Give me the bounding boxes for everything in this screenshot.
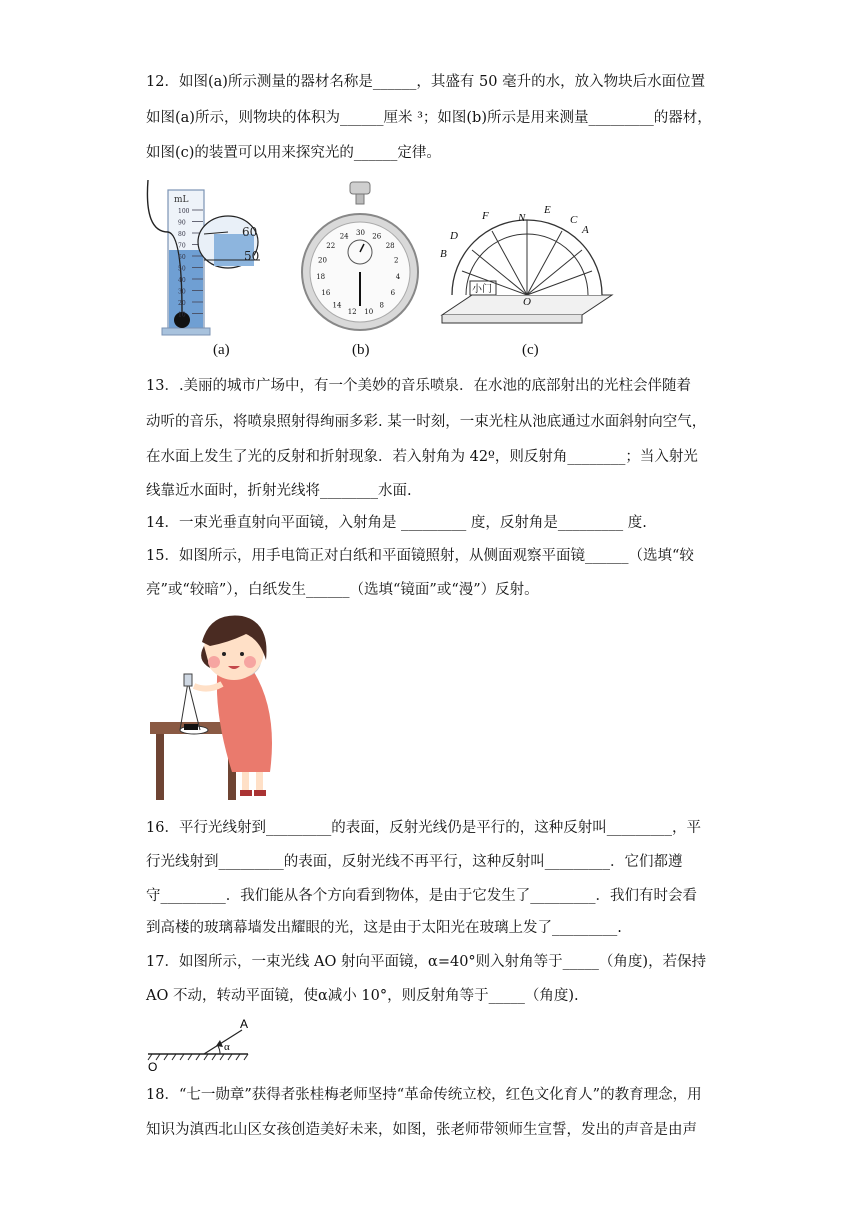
alpha-label: α bbox=[224, 1041, 230, 1053]
stopwatch-number: 24 bbox=[339, 232, 349, 241]
stopwatch-number: 30 bbox=[356, 229, 365, 237]
fig-label-b: (b) bbox=[352, 342, 370, 358]
cylinder-tick-label: 60 bbox=[178, 254, 186, 261]
stopwatch-number: 28 bbox=[385, 242, 395, 251]
stopwatch-number: 18 bbox=[316, 273, 326, 282]
mirror-ray-figure bbox=[146, 1016, 256, 1072]
stopwatch-number: 6 bbox=[390, 289, 396, 297]
q16-line-3: 守_________．我们能从各个方向看到物体，是由于它发生了_________．我们有时会看 bbox=[146, 888, 697, 904]
point-b: B bbox=[440, 248, 447, 260]
cylinder-unit: mL bbox=[174, 195, 189, 205]
point-n: N bbox=[518, 212, 526, 224]
q18-line-2: 知识为滇西北山区女孩创造美好未来，如图，张老师带领师生宣誓，发出的声音是由声 bbox=[146, 1122, 697, 1138]
cylinder-tick-label: 100 bbox=[178, 208, 190, 215]
girl-flashlight-illustration bbox=[150, 612, 290, 804]
question-14: 14．一束光垂直射向平面镜，入射角是 _________ 度，反射角是_________ 度. bbox=[146, 515, 647, 531]
cylinder-tick-label: 50 bbox=[178, 265, 186, 273]
cylinder-tick-label: 20 bbox=[178, 300, 186, 307]
cylinder-tick-label: 30 bbox=[178, 288, 186, 296]
stopwatch-number: 14 bbox=[332, 301, 342, 310]
point-c: C bbox=[570, 214, 578, 226]
cylinder-tick-label: 90 bbox=[178, 219, 186, 227]
zoom-tick-60: 60 bbox=[242, 225, 258, 239]
q12-line-2: 如图(a)所示，则物块的体积为______厘米 ³；如图(b)所示是用来测量_________的器材， bbox=[146, 110, 712, 126]
stopwatch-number: 8 bbox=[379, 301, 384, 310]
q16-line-4: 到高楼的玻璃幕墙发出耀眼的光，这是由于太阳光在玻璃上发了_________. bbox=[146, 920, 622, 936]
cylinder-tick-label: 40 bbox=[178, 277, 186, 284]
stopwatch-figure bbox=[300, 180, 420, 335]
cylinder-tick-label: 70 bbox=[178, 242, 186, 250]
door-label: 小门 bbox=[472, 284, 492, 295]
point-a: A bbox=[582, 224, 589, 236]
q16-line-2: 行光线射到_________的表面，反射光线不再平行，这种反射叫_________．它们都遵 bbox=[146, 854, 683, 870]
q13-line-2: 动听的音乐，将喷泉照射得绚丽多彩. 某一时刻，一束光柱从池底通过水面斜射向空气， bbox=[146, 414, 707, 430]
cylinder-tick-label: 80 bbox=[178, 231, 186, 238]
protractor-figure bbox=[432, 195, 622, 335]
point-d: D bbox=[450, 230, 458, 242]
q12-line-1: 12．如图(a)所示测量的器材名称是______，其盛有 50 毫升的水，放入物块后水面位置 bbox=[146, 74, 706, 90]
stopwatch-number: 10 bbox=[364, 308, 374, 317]
q15-line-1: 15．如图所示，用手电筒正对白纸和平面镜照射，从侧面观察平面镜______（选填“较 bbox=[146, 548, 694, 564]
graduated-cylinder-figure bbox=[140, 172, 270, 337]
q12-line-3: 如图(c)的装置可以用来探究光的______定律。 bbox=[146, 145, 441, 161]
fig-label-a: (a) bbox=[213, 342, 230, 358]
q15-line-2: 亮”或“较暗”），白纸发生______（选填“镜面”或“漫”）反射。 bbox=[146, 582, 539, 598]
stopwatch-number: 12 bbox=[347, 308, 357, 317]
stopwatch-number: 2 bbox=[394, 256, 399, 265]
stopwatch-number: 4 bbox=[395, 273, 401, 282]
fig-label-c: (c) bbox=[522, 342, 539, 358]
point-f: F bbox=[482, 210, 489, 222]
point-o-label: O bbox=[148, 1060, 158, 1074]
q13-line-4: 线靠近水面时，折射光线将________水面. bbox=[146, 483, 412, 499]
point-e: E bbox=[544, 204, 551, 216]
stopwatch-number: 20 bbox=[318, 256, 327, 265]
q16-line-1: 16．平行光线射到_________的表面，反射光线仍是平行的，这种反射叫_________，平 bbox=[146, 820, 701, 836]
stopwatch-number: 26 bbox=[372, 232, 382, 241]
q18-line-1: 18．“七一勋章”获得者张桂梅老师坚持“革命传统立校，红色文化育人”的教育理念，用 bbox=[146, 1087, 702, 1103]
stopwatch-number: 16 bbox=[321, 289, 331, 297]
zoom-tick-50: 50 bbox=[244, 249, 260, 263]
cylinder-tick-label: 10 bbox=[178, 311, 186, 319]
stopwatch-number: 22 bbox=[326, 242, 336, 251]
q17-line-1: 17．如图所示，一束光线 AO 射向平面镜，α=40°则入射角等于_____（角度)，若保持 bbox=[146, 954, 707, 970]
q13-line-3: 在水面上发生了光的反射和折射现象．若入射角为 42º，则反射角________；当入射光 bbox=[146, 449, 698, 465]
q13-line-1: 13．.美丽的城市广场中，有一个美妙的音乐喷泉．在水池的底部射出的光柱会伴随着 bbox=[146, 378, 692, 394]
q17-line-2: AO 不动，转动平面镜，使α减小 10°，则反射角等于_____（角度). bbox=[146, 988, 579, 1004]
point-o: O bbox=[523, 296, 531, 308]
point-a-label: A bbox=[240, 1017, 249, 1031]
